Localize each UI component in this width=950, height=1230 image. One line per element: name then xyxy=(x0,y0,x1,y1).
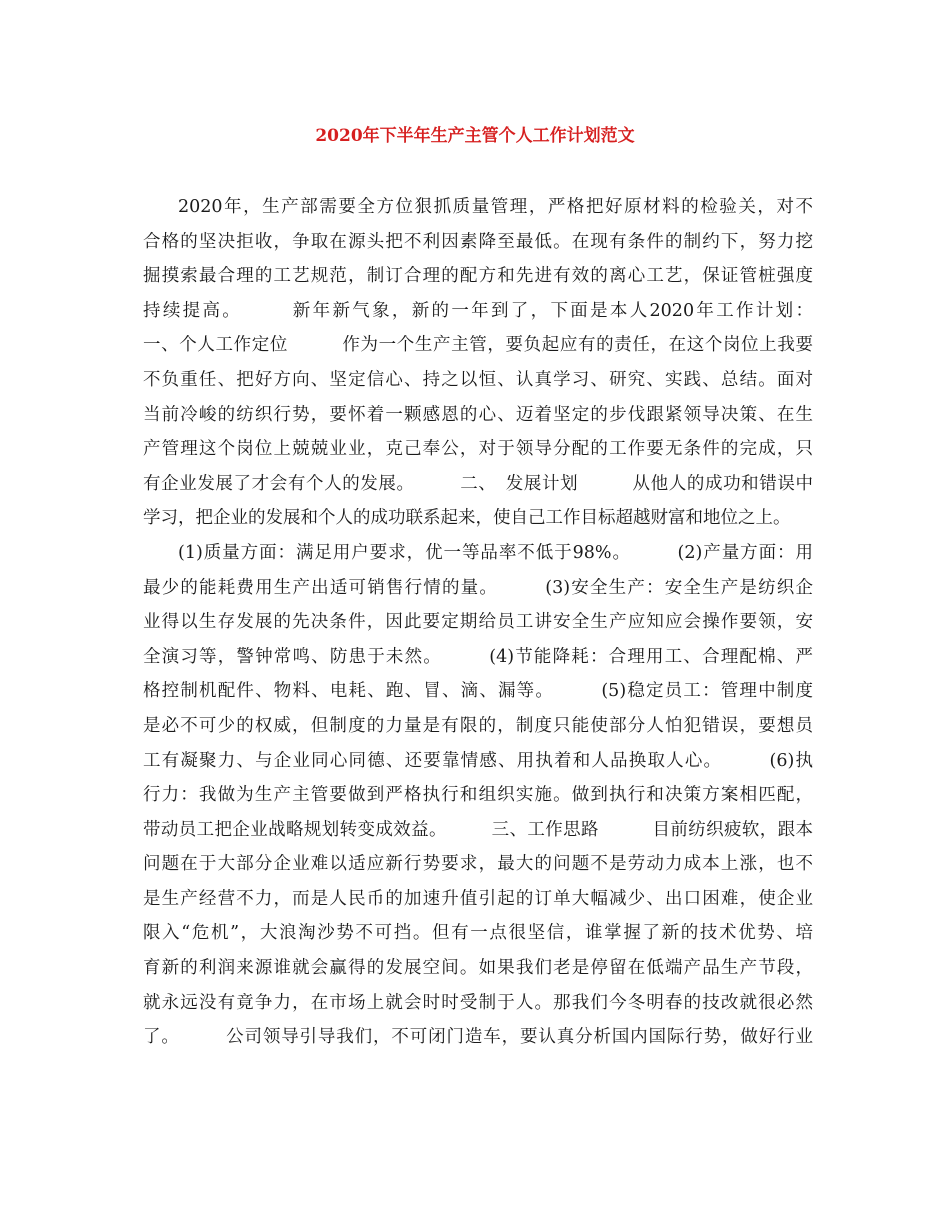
body-line: 不负重任、把好方向、坚定信心、持之以恒、认真学习、研究、实践、总结。面对 xyxy=(143,369,813,390)
body-line: 当前冷峻的纺织行势，要怀着一颗感恩的心、迈着坚定的步伐跟紧领导决策、在生 xyxy=(143,404,813,425)
body-line: 合格的坚决拒收，争取在源头把不利因素降至最低。在现有条件的制约下，努力挖 xyxy=(143,231,813,252)
body-line: 限入“危机”，大浪淘沙势不可挡。但有一点很坚信，谁掌握了新的技术优势、培 xyxy=(143,923,813,944)
body-line: 带动员工把企业战略规划转变成效益。 三、工作思路 目前纺织疲软，跟本 xyxy=(143,819,813,840)
body-line: 2020年，生产部需要全方位狠抓质量管理，严格把好原材料的检验关，对不 xyxy=(178,197,813,217)
body-line: 是必不可少的权威，但制度的力量是有限的，制度只能使部分人怕犯错误，要想员 xyxy=(143,715,813,736)
body-line: 全演习等，警钟常鸣、防患于未然。 (4)节能降耗：合理用工、合理配棉、严 xyxy=(143,646,813,667)
body-line: 了。 公司领导引导我们，不可闭门造车，要认真分析国内国际行势，做好行业 xyxy=(143,1027,813,1048)
body-line: 是生产经营不力，而是人民币的加速升值引起的订单大幅减少、出口困难，使企业 xyxy=(143,888,813,909)
body-line: 掘摸索最合理的工艺规范，制订合理的配方和先进有效的离心工艺，保证管桩强度 xyxy=(143,266,813,287)
body-line: 业得以生存发展的先决条件，因此要定期给员工讲安全生产应知应会操作要领，安 xyxy=(143,612,813,633)
body-line: 问题在于大部分企业难以适应新行势要求，最大的问题不是劳动力成本上涨，也不 xyxy=(143,854,813,875)
body-line: 就永远没有竟争力，在市场上就会时时受制于人。那我们今冬明春的技改就很必然 xyxy=(143,992,813,1013)
body-line: 产管理这个岗位上兢兢业业，克己奉公，对于领导分配的工作要无条件的完成，只 xyxy=(143,439,813,460)
body-line: 持续提高。 新年新气象，新的一年到了，下面是本人2020年工作计划： xyxy=(143,300,813,321)
body-line: 学习，把企业的发展和个人的成功联系起来，使自己工作目标超越财富和地位之上。 xyxy=(143,508,791,529)
body-line: 一、个人工作定位 作为一个生产主管，要负起应有的责任，在这个岗位上我要 xyxy=(143,335,813,356)
body-line: 育新的利润来源谁就会赢得的发展空间。如果我们老是停留在低端产品生产节段， xyxy=(143,958,813,979)
body-line: 工有凝聚力、与企业同心同德、还要靠情感、用执着和人品换取人心。 (6)执 xyxy=(143,750,813,771)
document-body xyxy=(143,190,813,1055)
body-line: 行力：我做为生产主管要做到严格执行和组织实施。做到执行和决策方案相匹配， xyxy=(143,785,813,806)
body-line: 格控制机配件、物料、电耗、跑、冒、滴、漏等。 (5)稳定员工：管理中制度 xyxy=(143,681,813,702)
document-title: 2020年下半年生产主管个人工作计划范文 xyxy=(315,126,635,146)
body-line: 有企业发展了才会有个人的发展。 二、 发展计划 从他人的成功和错误中 xyxy=(143,473,813,494)
body-line: 最少的能耗费用生产出适可销售行情的量。 (3)安全生产：安全生产是纺织企 xyxy=(143,577,813,598)
body-line: (1)质量方面：满足用户要求，优一等品率不低于98%。 (2)产量方面：用 xyxy=(178,542,813,563)
